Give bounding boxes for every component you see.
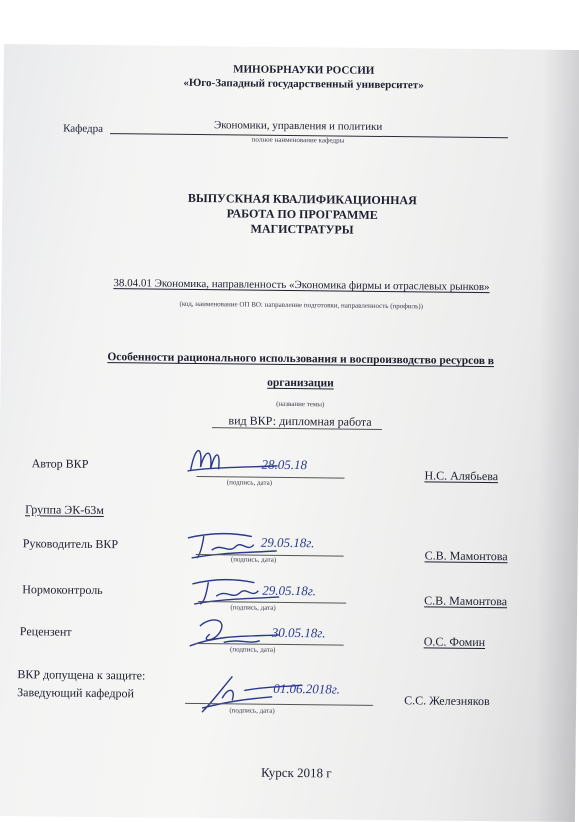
normcontrol-role: Нормоконтроль <box>22 582 103 598</box>
author-caption: (подпись, дата) <box>226 478 273 487</box>
title-line-3: МАГИСТРАТУРЫ <box>250 221 354 237</box>
supervisor-role: Руководитель ВКР <box>22 536 119 552</box>
title-line-2: РАБОТА ПО ПРОГРАММЕ <box>226 206 378 222</box>
page-edge-shadow <box>535 50 579 822</box>
author-date: 28.05.18 <box>261 456 308 473</box>
head-role: Заведующий кафедрой <box>17 685 134 701</box>
head-date: 01.06.2018г. <box>273 680 340 697</box>
topic-line-2: организации <box>267 376 334 390</box>
head-name: С.С. Железняков <box>404 693 490 709</box>
program-caption: (код, наименование ОП ВО: направление подготовки, направленность (профиль)) <box>179 299 423 311</box>
department-caption: полное наименование кафедры <box>251 135 345 145</box>
city-year: Курск 2018 г <box>260 764 332 781</box>
document-page <box>0 44 579 822</box>
reviewer-name: О.С. Фомин <box>423 634 486 650</box>
normcontrol-caption: (подпись, дата) <box>230 603 276 612</box>
admission-label: ВКР допущена к защите: <box>17 667 146 683</box>
head-caption: (подпись, дата) <box>229 706 275 715</box>
supervisor-date: 29.05.18г. <box>260 534 315 551</box>
reviewer-date: 30.05.18г. <box>271 624 326 641</box>
topic-caption: (название темы) <box>276 399 325 409</box>
university-name: «Юго-Западный государственный университет» <box>183 76 424 92</box>
title-line-1: ВЫПУСКНАЯ КВАЛИФИКАЦИОННАЯ <box>187 190 417 208</box>
work-kind: вид ВКР: дипломная работа <box>228 413 372 429</box>
reviewer-role: Рецензент <box>19 624 72 639</box>
program-value: 38.04.01 Экономика, направленность «Экономика фирмы и отраслевых рынков» <box>113 277 490 294</box>
supervisor-name: С.В. Мамонтова <box>424 548 508 564</box>
ministry-header: МИНОБРНАУКИ РОССИИ <box>233 63 375 77</box>
author-name: Н.С. Алябьева <box>424 468 499 484</box>
group-label: Группа ЭК-63м <box>25 502 104 518</box>
normcontrol-name: С.В. Мамонтова <box>424 593 508 609</box>
department-label: Кафедра <box>63 122 104 136</box>
supervisor-caption: (подпись, дата) <box>230 555 277 564</box>
reviewer-caption: (подпись, дата) <box>229 645 276 654</box>
normcontrol-date: 29.05.18г. <box>262 582 317 599</box>
department-value: Экономики, управления и политики <box>213 119 383 133</box>
author-role: Автор ВКР <box>31 456 89 471</box>
topic-line-1: Особенности рационального использования и воспроизводство ресурсов в <box>107 351 495 368</box>
